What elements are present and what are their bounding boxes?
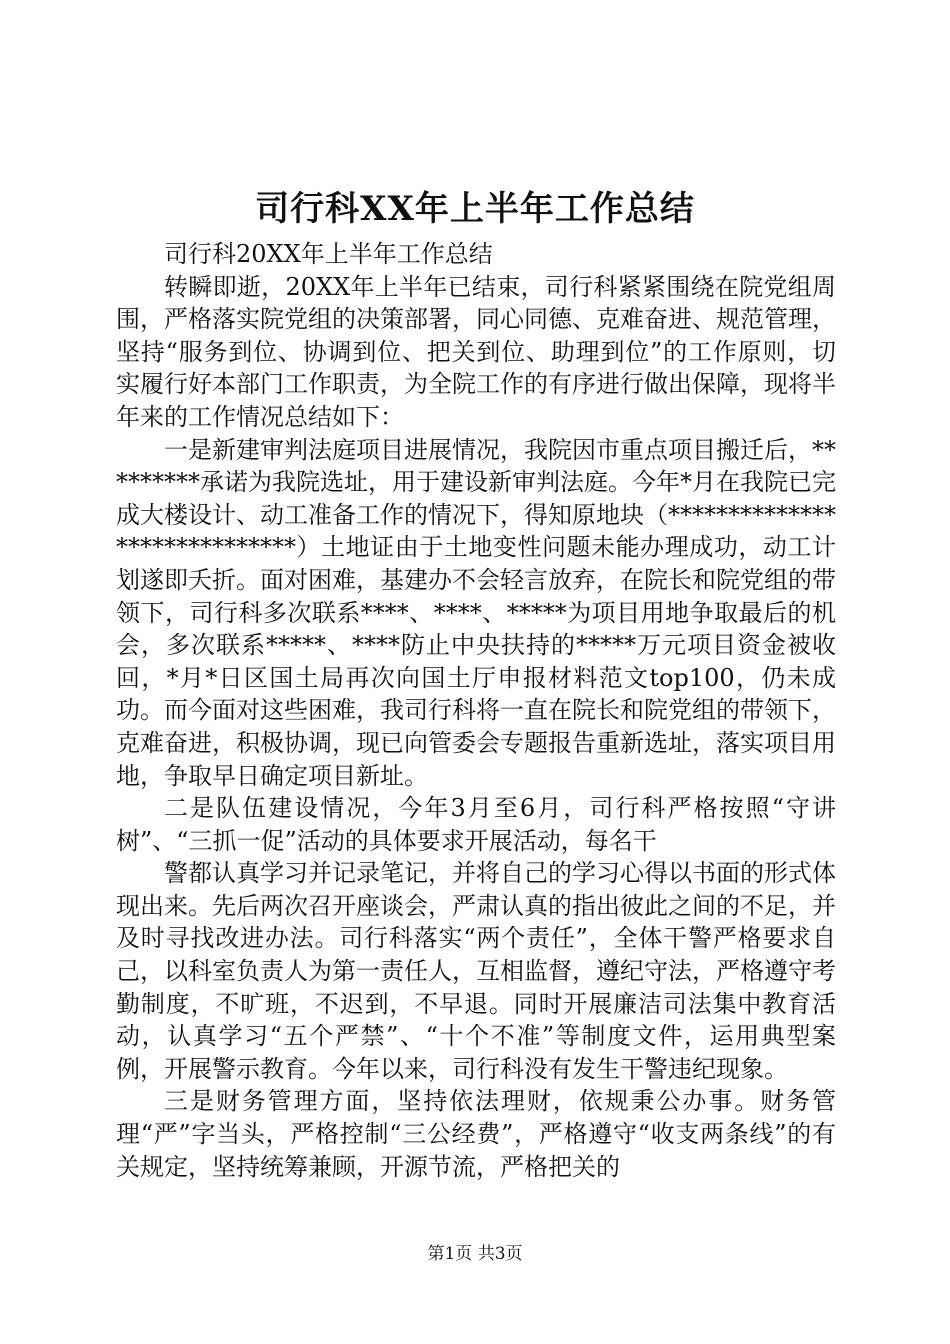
team-continued-paragraph: 警都认真学习并记录笔记，并将自己的学习心得以书面的形式体现出来。先后两次召开座谈会，严肃认真的指出彼此之间的不足，并及时寻找改进办法。司行科落实“两个责任”，全体干警严格要求自己，以科室负责人为第一责任人，互相监督，遵纪守法，严格遵守考勤制度，不旷班，不迟到，不早退。同时开展廉洁司法集中教育活动，认真学习“五个严禁”、“十个不准”等制度文件，运用典型案例，开展警示教育。今年以来，司行科没有发生干警违纪现象。	[116, 859, 836, 1083]
finance-paragraph: 三是财务管理方面，坚持依法理财，依规秉公办事。财务管理“严”字当头，严格控制“三公经费”，严格遵守“收支两条线”的有关规定，坚持统筹兼顾，开源节流，严格把关的	[116, 1087, 836, 1181]
document-body	[116, 238, 836, 1183]
intro-paragraph: 转瞬即逝，20XX年上半年已结束，司行科紧紧围绕在院党组周围，严格落实院党组的决策部署，同心同德、克难奋进、规范管理，坚持“服务到位、协调到位、把关到位、助理到位”的工作原则，切实履行好本部门工作职责，为全院工作的有序进行做出保障，现将半年来的工作情况总结如下：	[116, 272, 836, 431]
team-paragraph: 二是队伍建设情况，今年3月至6月，司行科严格按照“守讲树”、“三抓一促”活动的具体要求开展活动，每名干	[116, 794, 836, 855]
page-title: 司行科XX年上半年工作总结	[255, 189, 695, 229]
page-number-footer: 第1页 共3页	[427, 1244, 523, 1264]
project-paragraph: 一是新建审判法庭项目进展情况，我院因市重点项目搬迁后，*********承诺为我院选址，用于建设新审判法庭。今年*月在我院已完成大楼设计、动工准备工作的情况下，得知原地块（*****************************）土地证由于土地变性问题未能办理成功，动工计划遂即夭折。面对困难，基建办不会轻言放弃，在院长和院党组的带领下，司行科多次联系****、****、*****为项目用地争取最后的机会，多次联系*****、****防止中央扶持的*****万元项目资金被收回，*月*日区国土局再次向国土厅申报材料范文top100，仍未成功。而今面对这些困难，我司行科将一直在院长和院党组的带领下，克难奋进，积极协调，现已向管委会专题报告重新选址，落实项目用地，争取早日确定项目新址。	[116, 435, 836, 790]
subtitle-paragraph: 司行科20XX年上半年工作总结	[164, 240, 493, 268]
